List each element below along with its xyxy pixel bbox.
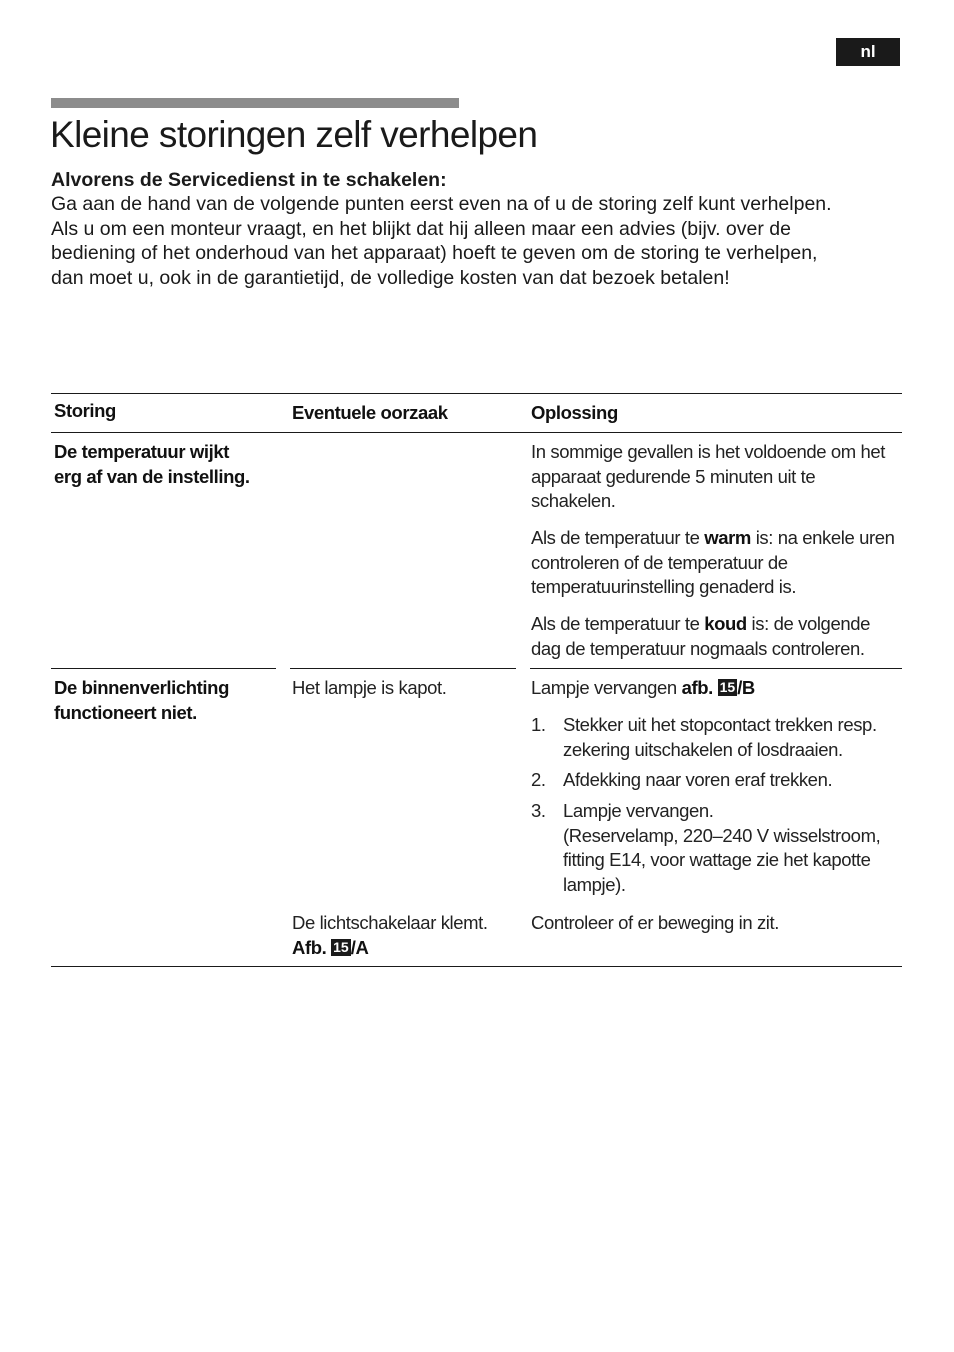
cause2-figure-number-box: 15 [333, 938, 349, 955]
figure-ref-suffix: /B [737, 677, 755, 698]
step-2-number: 2. [531, 769, 546, 790]
row2-solution-4: Controleer of er beweging in zit. [531, 912, 779, 933]
row1-solution-3-post: is: de volgende dag de temperatuur nogmaals controleren. [531, 613, 871, 659]
row1-solution-2 [531, 526, 899, 600]
row1-fault-line2: erg af van de instelling. [54, 465, 250, 487]
step-3-text-line1: Lampje vervangen. [563, 800, 714, 821]
row2-fault-line2: functioneert niet. [54, 701, 197, 723]
page-title: Kleine storingen zelf verhelpen [50, 114, 538, 155]
header-fault: Storing [54, 400, 116, 421]
cause2-ref-suffix: /A [350, 936, 369, 958]
row1-solution-3 [531, 612, 899, 661]
language-badge: nl [836, 38, 900, 66]
row1-fault [54, 440, 274, 489]
row1-solution-3-pre: Als de temperatuur te [531, 613, 705, 634]
row2-solution-intro [531, 676, 899, 701]
intro-heading: Alvorens de Servicedienst in te schakelen: [51, 169, 447, 191]
cause2-ref-label: Afb. [292, 936, 327, 958]
step-1-number: 1. [531, 714, 546, 735]
row2-cause-2 [292, 911, 516, 960]
intro-paragraph-1: Ga aan de hand van de volgende punten eerst even na of u de storing zelf kunt verhelpen. [51, 193, 832, 216]
table-top-rule [51, 393, 902, 394]
step-3-number: 3. [531, 800, 546, 821]
step-3-text-detail: (Reservelamp, 220–240 V wisselstroom, fitting E14, voor wattage zie het kapotte lampje). [563, 824, 881, 895]
row2-fault [54, 676, 274, 725]
intro-paragraph-2: Als u om een monteur vraagt, en het blijkt dat hij alleen maar een advies (bijv. over de bediening of het onderhoud van het apparaat) hoeft te geven om de storing te verhelpen, dan moet u, ook in de garantietijd, de volledige kosten van dat bezoek betalen! [51, 217, 818, 289]
step-1-text: Stekker uit het stopcontact trekken resp. zekering uitschakelen of losdraaien. [563, 714, 877, 760]
header-solution: Oplossing [531, 402, 618, 423]
row-divider-cause [290, 668, 516, 669]
row2-fault-line1: De binnenverlichting [54, 677, 229, 698]
intro-section [51, 168, 851, 290]
step-2-text: Afdekking naar voren eraf trekken. [563, 769, 833, 790]
row1-solution-2-bold: warm [704, 527, 751, 548]
row2-solution-intro-text: Lampje vervangen [531, 677, 682, 698]
row1-solution-3-bold: koud [704, 613, 747, 634]
step-3-text [563, 799, 903, 897]
table-bottom-rule [51, 966, 902, 967]
figure-number-box: 15 [719, 679, 736, 695]
header-cause: Eventuele oorzaak [292, 402, 448, 423]
row1-solution-1: In sommige gevallen is het voldoende om het apparaat gedurende 5 minuten uit te schakelen. [531, 441, 886, 511]
table-header-rule [51, 432, 902, 433]
row1-solution-2-post: is: na enkele uren controleren of de temperatuur de temperatuurinstelling genaderd is. [531, 527, 895, 597]
row1-solution-2-pre: Als de temperatuur te [531, 527, 705, 548]
title-accent-bar [51, 98, 459, 108]
figure-ref-label: afb. [681, 677, 713, 698]
row-divider-solution [530, 668, 902, 669]
row-divider-fault [51, 668, 276, 669]
row1-fault-line1: De temperatuur wijkt [54, 441, 229, 462]
row2-cause-2-text: De lichtschakelaar klemt. [292, 912, 488, 933]
row2-cause-1: Het lampje is kapot. [292, 677, 447, 698]
